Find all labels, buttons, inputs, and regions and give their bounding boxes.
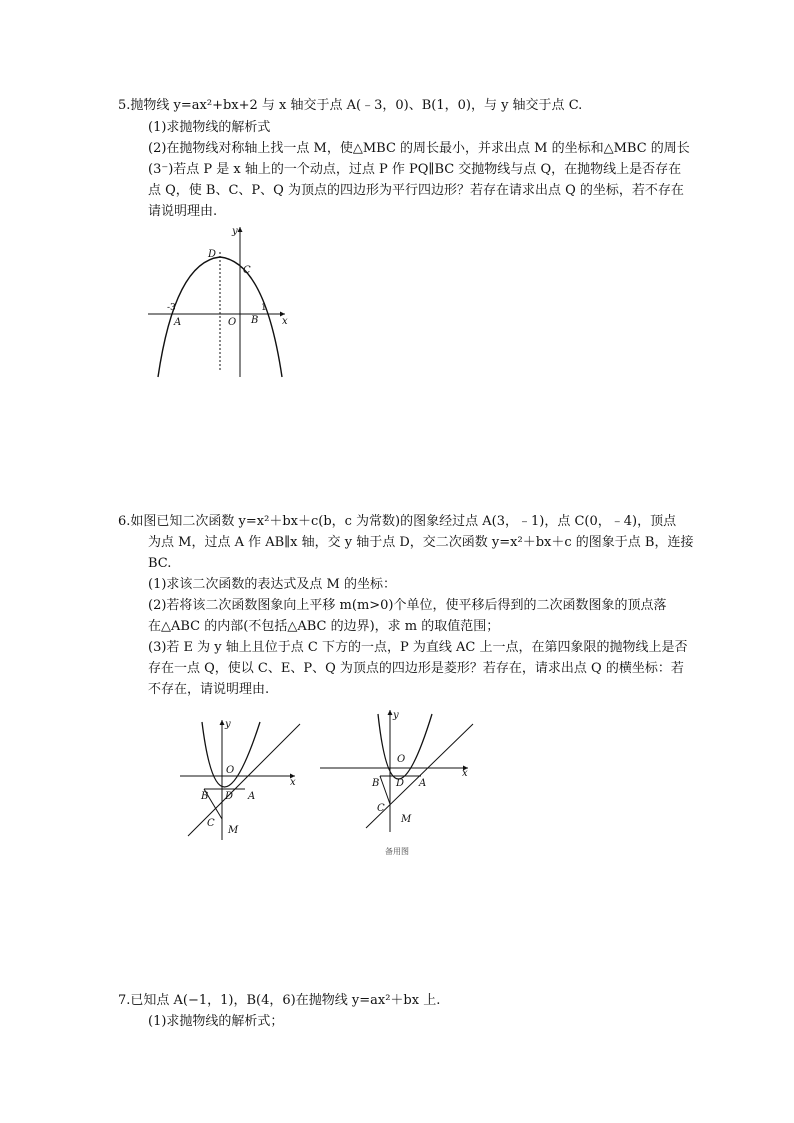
q6-line3: BC. <box>148 556 172 571</box>
label-y: y <box>393 710 399 721</box>
label-x: x <box>290 777 296 788</box>
q7-part1: (1)求抛物线的解析式； <box>148 1014 284 1029</box>
q6-part3-line3: 不存在，请说明理由. <box>148 682 270 697</box>
q5-figure <box>140 222 300 382</box>
q6-figure-1 <box>170 712 310 842</box>
label-B: B <box>251 315 259 326</box>
label-A: A <box>174 317 182 328</box>
q6-part2-line2: 在△ABC 的内部(不包括△ABC 的边界)，求 m 的取值范围； <box>148 619 500 634</box>
q5-part3-line3: 请说明理由. <box>148 204 218 219</box>
label-D: D <box>225 791 234 802</box>
y-axis-arrow <box>220 720 225 725</box>
label-1: 1 <box>261 303 267 313</box>
label-M: M <box>228 825 239 836</box>
q6-part2-line1: (2)若将该二次函数图象向上平移 m(m>0)个单位，使平移后得到的二次函数图象的顶点落 <box>148 598 667 613</box>
label-D: D <box>396 778 405 789</box>
label-O: O <box>226 765 235 776</box>
label-D: D <box>208 249 217 260</box>
label-A: A <box>419 778 427 789</box>
label-M: M <box>401 814 412 825</box>
q5-part1: (1)求抛物线的解析式 <box>148 120 271 135</box>
parabola <box>378 714 432 779</box>
y-axis-arrow <box>388 710 393 715</box>
figure-caption: 备用图 <box>385 847 409 856</box>
q5-part3-line1: (3⁻)若点 P 是 x 轴上的一个动点，过点 P 作 PQ∥BC 交抛物线与点 Q，在抛物线上是否存在 <box>148 162 682 177</box>
q7-title: 7.已知点 A(−1，1)，B(4，6)在抛物线 y=ax²＋bx 上. <box>118 993 441 1008</box>
label-y: y <box>225 719 231 730</box>
label-C: C <box>243 265 251 276</box>
q5-part3-line2: 点 Q，使 B、C、P、Q 为顶点的四边形为平行四边形？若存在请求出点 Q 的坐标，若不存在 <box>148 183 684 198</box>
q6-part1: (1)求该二次函数的表达式及点 M 的坐标： <box>148 577 396 592</box>
q6-line2: 为点 M，过点 A 作 AB∥x 轴，交 y 轴于点 D，交二次函数 y=x²＋bx＋c 的图象于点 B，连接 <box>148 535 694 550</box>
label-A: A <box>248 791 256 802</box>
label-x: x <box>462 768 468 779</box>
parabola <box>202 722 260 787</box>
q6-line1: 6.如图已知二次函数 y=x²＋bx＋c(b，c 为常数)的图象经过点 A(3，﹣1)，点 C(0，﹣4)，顶点 <box>118 514 677 529</box>
label-C: C <box>377 803 385 814</box>
q6-figure-2 <box>318 704 478 864</box>
label-O: O <box>397 754 406 765</box>
segment-BC <box>380 776 390 804</box>
q6-part3-line1: (3)若 E 为 y 轴上且位于点 C 下方的一点，P 为直线 AC 上一点，在第四象限的抛物线上是否 <box>148 640 688 655</box>
y-axis-arrow <box>238 227 243 232</box>
q6-part3-line2: 存在一点 Q，使以 C、E、P、Q 为顶点的四边形是菱形？若存在，请求出点 Q 的横坐标：若 <box>148 661 684 676</box>
label-neg3: -3 <box>167 303 176 313</box>
q5-title: 5.抛物线 y=ax²+bx+2 与 x 轴交于点 A(﹣3，0)、B(1，0)，与 y 轴交于点 C. <box>118 98 583 113</box>
label-x: x <box>282 316 288 327</box>
label-B: B <box>372 778 380 789</box>
label-C: C <box>207 818 215 829</box>
label-y: y <box>232 226 238 237</box>
label-B: B <box>201 791 209 802</box>
label-O: O <box>228 317 237 328</box>
q5-part2: (2)在抛物线对称轴上找一点 M，使△MBC 的周长最小，并求出点 M 的坐标和△MBC 的周长 <box>148 141 690 156</box>
